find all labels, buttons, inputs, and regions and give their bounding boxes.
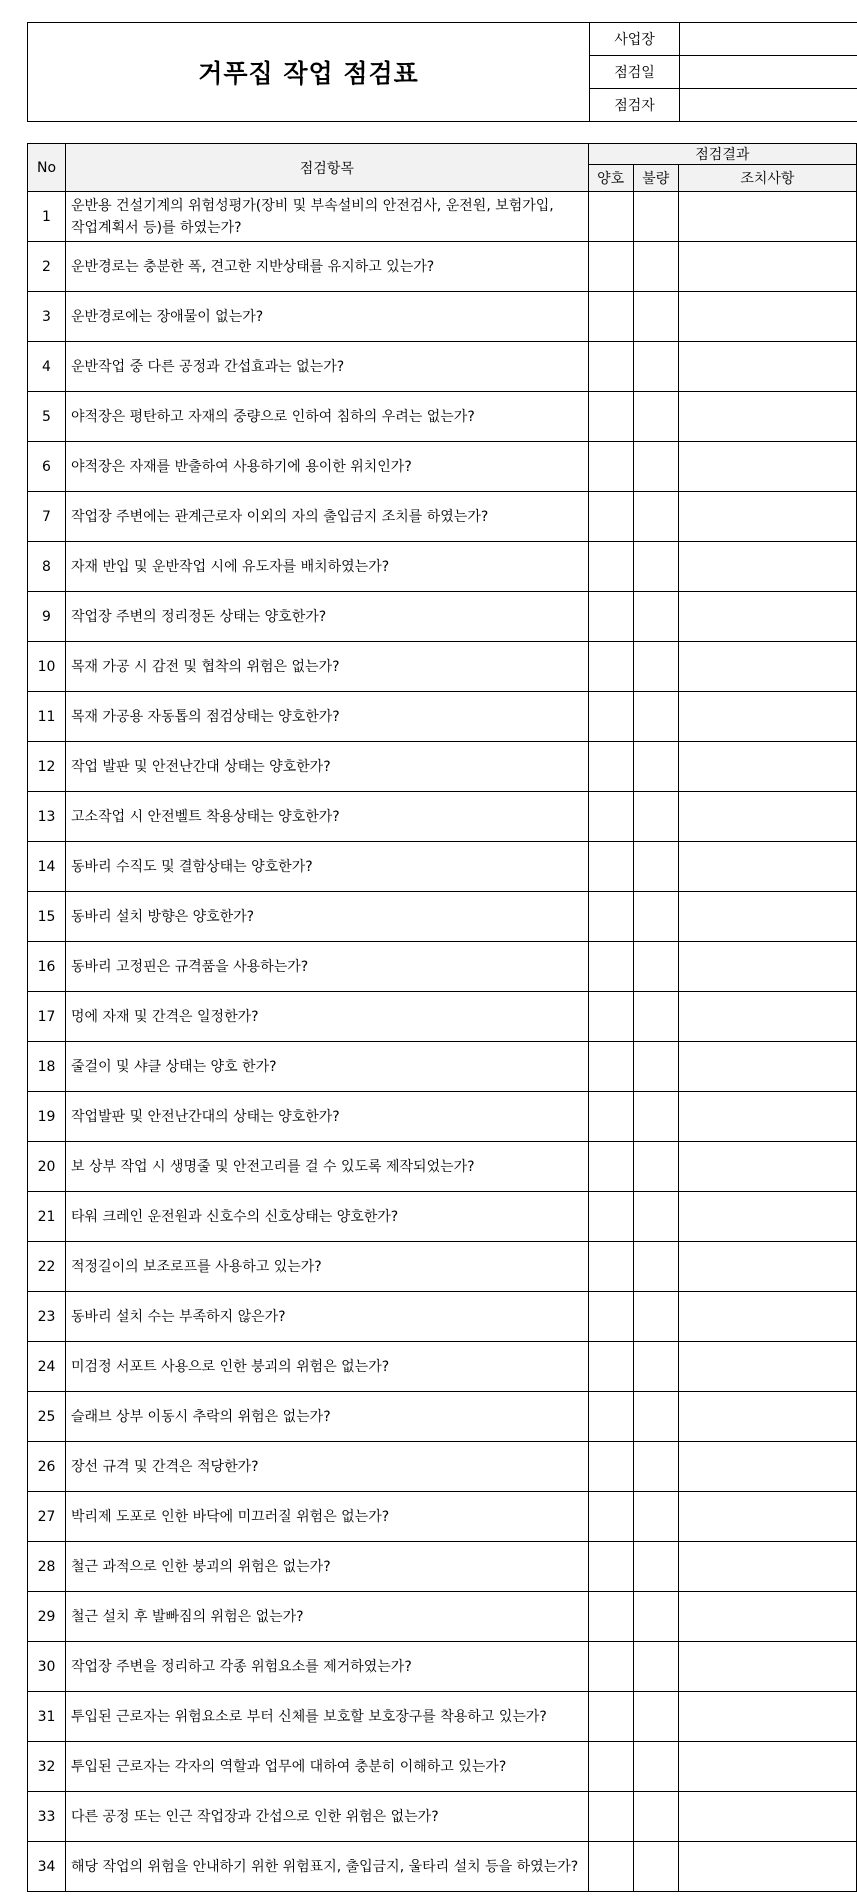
bad-check-cell[interactable] (633, 1342, 678, 1392)
good-check-cell[interactable] (588, 1742, 633, 1792)
row-number: 7 (28, 492, 66, 542)
action-note-cell[interactable] (678, 1092, 856, 1142)
bad-check-cell[interactable] (633, 1292, 678, 1342)
action-note-cell[interactable] (678, 1142, 856, 1192)
action-note-cell[interactable] (678, 992, 856, 1042)
good-check-cell[interactable] (588, 292, 633, 342)
table-row (28, 1292, 857, 1342)
row-number: 5 (28, 392, 66, 442)
bad-check-cell[interactable] (633, 742, 678, 792)
action-note-cell[interactable] (678, 292, 856, 342)
inspection-item: 투입된 근로자는 위험요소로 부터 신체를 보호할 보호장구를 착용하고 있는가? (66, 1692, 589, 1742)
inspection-item: 적정길이의 보조로프를 사용하고 있는가? (66, 1242, 589, 1292)
bad-check-cell[interactable] (633, 1642, 678, 1692)
bad-check-cell[interactable] (633, 992, 678, 1042)
bad-check-cell[interactable] (633, 342, 678, 392)
good-check-cell[interactable] (588, 792, 633, 842)
inspection-item: 타워 크레인 운전원과 신호수의 신호상태는 양호한가? (66, 1192, 589, 1242)
bad-check-cell[interactable] (633, 1192, 678, 1242)
workplace-label: 사업장 (590, 23, 680, 56)
action-note-cell[interactable] (678, 342, 856, 392)
good-check-cell[interactable] (588, 442, 633, 492)
good-check-cell[interactable] (588, 1692, 633, 1742)
inspection-item: 박리제 도포로 인한 바닥에 미끄러질 위험은 없는가? (66, 1492, 589, 1542)
bad-check-cell[interactable] (633, 442, 678, 492)
inspection-item: 운반용 건설기계의 위험성평가(장비 및 부속설비의 안전검사, 운전원, 보험가입, 작업계획서 등)를 하였는가? (66, 192, 589, 242)
action-note-cell[interactable] (678, 1792, 856, 1842)
inspection-item: 동바리 설치 방향은 양호한가? (66, 892, 589, 942)
inspection-item: 고소작업 시 안전벨트 착용상태는 양호한가? (66, 792, 589, 842)
row-number: 25 (28, 1392, 66, 1442)
action-note-cell[interactable] (678, 592, 856, 642)
good-check-cell[interactable] (588, 642, 633, 692)
row-number: 34 (28, 1842, 66, 1892)
checklist-table (27, 143, 857, 1892)
action-note-cell[interactable] (678, 742, 856, 792)
row-number: 33 (28, 1792, 66, 1842)
bad-check-cell[interactable] (633, 1492, 678, 1542)
bad-check-cell[interactable] (633, 1692, 678, 1742)
inspection-item: 다른 공정 또는 인근 작업장과 간섭으로 인한 위험은 없는가? (66, 1792, 589, 1842)
row-number: 24 (28, 1342, 66, 1392)
bad-check-cell[interactable] (633, 692, 678, 742)
good-check-cell[interactable] (588, 1792, 633, 1842)
row-number: 20 (28, 1142, 66, 1192)
bad-check-cell[interactable] (633, 1842, 678, 1892)
table-row (28, 842, 857, 892)
table-row (28, 242, 857, 292)
action-note-cell[interactable] (678, 442, 856, 492)
checklist-header (28, 144, 857, 192)
good-check-cell[interactable] (588, 742, 633, 792)
row-number: 21 (28, 1192, 66, 1242)
bad-check-cell[interactable] (633, 192, 678, 242)
bad-check-cell[interactable] (633, 492, 678, 542)
inspection-item: 운반경로에는 장애물이 없는가? (66, 292, 589, 342)
inspection-item: 동바리 수직도 및 결함상태는 양호한가? (66, 842, 589, 892)
good-check-cell[interactable] (588, 1342, 633, 1392)
action-note-cell[interactable] (678, 1042, 856, 1092)
bad-check-cell[interactable] (633, 1442, 678, 1492)
inspector-field[interactable] (680, 89, 857, 122)
row-number: 12 (28, 742, 66, 792)
inspection-item: 작업장 주변에는 관계근로자 이외의 자의 출입금지 조치를 하였는가? (66, 492, 589, 542)
action-note-cell[interactable] (678, 1842, 856, 1892)
action-note-cell[interactable] (678, 642, 856, 692)
good-check-cell[interactable] (588, 1592, 633, 1642)
inspection-item: 자재 반입 및 운반작업 시에 유도자를 배치하였는가? (66, 542, 589, 592)
table-row (28, 1792, 857, 1842)
inspection-item: 장선 규격 및 간격은 적당한가? (66, 1442, 589, 1492)
good-check-cell[interactable] (588, 942, 633, 992)
table-row (28, 1242, 857, 1292)
table-row (28, 442, 857, 492)
row-number: 6 (28, 442, 66, 492)
good-check-cell[interactable] (588, 1642, 633, 1692)
table-row (28, 692, 857, 742)
good-check-cell[interactable] (588, 992, 633, 1042)
bad-check-cell[interactable] (633, 1392, 678, 1442)
row-number: 26 (28, 1442, 66, 1492)
inspection-item: 작업장 주변의 정리정돈 상태는 양호한가? (66, 592, 589, 642)
header-action: 조치사항 (678, 165, 856, 192)
row-number: 18 (28, 1042, 66, 1092)
table-row (28, 1842, 857, 1892)
row-number: 29 (28, 1592, 66, 1642)
inspection-item: 작업장 주변을 정리하고 각종 위험요소를 제거하였는가? (66, 1642, 589, 1692)
row-number: 27 (28, 1492, 66, 1542)
inspection-item: 철근 과적으로 인한 붕괴의 위험은 없는가? (66, 1542, 589, 1592)
table-row (28, 1142, 857, 1192)
action-note-cell[interactable] (678, 792, 856, 842)
document-title: 거푸집 작업 점검표 (28, 23, 590, 122)
table-row (28, 1542, 857, 1592)
row-number: 13 (28, 792, 66, 842)
checklist-body (28, 192, 857, 1892)
good-check-cell[interactable] (588, 1542, 633, 1592)
row-number: 10 (28, 642, 66, 692)
good-check-cell[interactable] (588, 192, 633, 242)
action-note-cell[interactable] (678, 1242, 856, 1292)
good-check-cell[interactable] (588, 1392, 633, 1442)
good-check-cell[interactable] (588, 1192, 633, 1242)
action-note-cell[interactable] (678, 1342, 856, 1392)
row-number: 4 (28, 342, 66, 392)
inspection-item: 멍에 자재 및 간격은 일정한가? (66, 992, 589, 1042)
header-result-group: 점검결과 (588, 144, 856, 165)
inspection-item: 동바리 설치 수는 부족하지 않은가? (66, 1292, 589, 1342)
good-check-cell[interactable] (588, 592, 633, 642)
action-note-cell[interactable] (678, 1642, 856, 1692)
action-note-cell[interactable] (678, 1492, 856, 1542)
table-row (28, 342, 857, 392)
table-row (28, 1692, 857, 1742)
action-note-cell[interactable] (678, 1292, 856, 1342)
bad-check-cell[interactable] (633, 1092, 678, 1142)
inspection-item: 줄걸이 및 샤클 상태는 양호 한가? (66, 1042, 589, 1092)
good-check-cell[interactable] (588, 1442, 633, 1492)
inspection-date-label: 점검일 (590, 56, 680, 89)
bad-check-cell[interactable] (633, 242, 678, 292)
inspection-item: 해당 작업의 위험을 안내하기 위한 위험표지, 출입금지, 울타리 설치 등을 하였는가? (66, 1842, 589, 1892)
row-number: 1 (28, 192, 66, 242)
bad-check-cell[interactable] (633, 1742, 678, 1792)
bad-check-cell[interactable] (633, 1242, 678, 1292)
row-number: 9 (28, 592, 66, 642)
title-block (27, 22, 857, 122)
table-row (28, 192, 857, 242)
action-note-cell[interactable] (678, 542, 856, 592)
action-note-cell[interactable] (678, 1592, 856, 1642)
action-note-cell[interactable] (678, 392, 856, 442)
action-note-cell[interactable] (678, 692, 856, 742)
action-note-cell[interactable] (678, 192, 856, 242)
row-number: 17 (28, 992, 66, 1042)
action-note-cell[interactable] (678, 1192, 856, 1242)
inspection-item: 작업 발판 및 안전난간대 상태는 양호한가? (66, 742, 589, 792)
row-number: 3 (28, 292, 66, 342)
table-row (28, 642, 857, 692)
table-row (28, 1642, 857, 1692)
row-number: 2 (28, 242, 66, 292)
row-number: 32 (28, 1742, 66, 1792)
bad-check-cell[interactable] (633, 392, 678, 442)
inspection-item: 운반작업 중 다른 공정과 간섭효과는 없는가? (66, 342, 589, 392)
good-check-cell[interactable] (588, 242, 633, 292)
inspection-item: 보 상부 작업 시 생명줄 및 안전고리를 걸 수 있도록 제작되었는가? (66, 1142, 589, 1192)
row-number: 15 (28, 892, 66, 942)
inspector-label: 점검자 (590, 89, 680, 122)
bad-check-cell[interactable] (633, 792, 678, 842)
bad-check-cell[interactable] (633, 942, 678, 992)
inspection-item: 투입된 근로자는 각자의 역할과 업무에 대하여 충분히 이해하고 있는가? (66, 1742, 589, 1792)
row-number: 28 (28, 1542, 66, 1592)
inspection-item: 철근 설치 후 발빠짐의 위험은 없는가? (66, 1592, 589, 1642)
action-note-cell[interactable] (678, 942, 856, 992)
action-note-cell[interactable] (678, 842, 856, 892)
table-row (28, 1592, 857, 1642)
row-number: 8 (28, 542, 66, 592)
action-note-cell[interactable] (678, 1392, 856, 1442)
table-row (28, 1742, 857, 1792)
good-check-cell[interactable] (588, 1292, 633, 1342)
action-note-cell[interactable] (678, 892, 856, 942)
table-row (28, 592, 857, 642)
good-check-cell[interactable] (588, 392, 633, 442)
header-item: 점검항목 (66, 144, 589, 192)
table-row (28, 292, 857, 342)
header-bad: 불량 (633, 165, 678, 192)
table-row (28, 1192, 857, 1242)
table-row (28, 792, 857, 842)
good-check-cell[interactable] (588, 1492, 633, 1542)
good-check-cell[interactable] (588, 1242, 633, 1292)
table-row (28, 1392, 857, 1442)
action-note-cell[interactable] (678, 1442, 856, 1492)
bad-check-cell[interactable] (633, 842, 678, 892)
good-check-cell[interactable] (588, 1042, 633, 1092)
table-row (28, 392, 857, 442)
header-no: No (28, 144, 66, 192)
row-number: 30 (28, 1642, 66, 1692)
table-row (28, 1042, 857, 1092)
table-row (28, 492, 857, 542)
bad-check-cell[interactable] (633, 1542, 678, 1592)
good-check-cell[interactable] (588, 492, 633, 542)
bad-check-cell[interactable] (633, 1042, 678, 1092)
good-check-cell[interactable] (588, 892, 633, 942)
inspection-item: 미검정 서포트 사용으로 인한 붕괴의 위험은 없는가? (66, 1342, 589, 1392)
action-note-cell[interactable] (678, 1692, 856, 1742)
table-row (28, 942, 857, 992)
table-row (28, 992, 857, 1042)
row-number: 22 (28, 1242, 66, 1292)
table-row (28, 742, 857, 792)
inspection-item: 작업발판 및 안전난간대의 상태는 양호한가? (66, 1092, 589, 1142)
bad-check-cell[interactable] (633, 542, 678, 592)
workplace-field[interactable] (680, 23, 857, 56)
inspection-item: 야적장은 평탄하고 자재의 중량으로 인하여 침하의 우려는 없는가? (66, 392, 589, 442)
inspection-item: 슬래브 상부 이동시 추락의 위험은 없는가? (66, 1392, 589, 1442)
row-number: 23 (28, 1292, 66, 1342)
good-check-cell[interactable] (588, 1842, 633, 1892)
row-number: 31 (28, 1692, 66, 1742)
inspection-item: 운반경로는 충분한 폭, 견고한 지반상태를 유지하고 있는가? (66, 242, 589, 292)
row-number: 19 (28, 1092, 66, 1142)
good-check-cell[interactable] (588, 342, 633, 392)
action-note-cell[interactable] (678, 1542, 856, 1592)
bad-check-cell[interactable] (633, 292, 678, 342)
inspection-item: 동바리 고정핀은 규격품을 사용하는가? (66, 942, 589, 992)
inspection-date-field[interactable] (680, 56, 857, 89)
row-number: 11 (28, 692, 66, 742)
table-row (28, 1442, 857, 1492)
header-good: 양호 (588, 165, 633, 192)
good-check-cell[interactable] (588, 842, 633, 892)
bad-check-cell[interactable] (633, 892, 678, 942)
table-row (28, 1342, 857, 1392)
action-note-cell[interactable] (678, 242, 856, 292)
action-note-cell[interactable] (678, 1742, 856, 1792)
bad-check-cell[interactable] (633, 592, 678, 642)
good-check-cell[interactable] (588, 1092, 633, 1142)
action-note-cell[interactable] (678, 492, 856, 542)
good-check-cell[interactable] (588, 1142, 633, 1192)
row-number: 16 (28, 942, 66, 992)
table-row (28, 892, 857, 942)
table-row (28, 542, 857, 592)
bad-check-cell[interactable] (633, 642, 678, 692)
bad-check-cell[interactable] (633, 1592, 678, 1642)
row-number: 14 (28, 842, 66, 892)
inspection-item: 목재 가공 시 감전 및 협착의 위험은 없는가? (66, 642, 589, 692)
inspection-item: 야적장은 자재를 반출하여 사용하기에 용이한 위치인가? (66, 442, 589, 492)
good-check-cell[interactable] (588, 542, 633, 592)
bad-check-cell[interactable] (633, 1142, 678, 1192)
good-check-cell[interactable] (588, 692, 633, 742)
table-row (28, 1092, 857, 1142)
table-row (28, 1492, 857, 1542)
inspection-item: 목재 가공용 자동톱의 점검상태는 양호한가? (66, 692, 589, 742)
bad-check-cell[interactable] (633, 1792, 678, 1842)
